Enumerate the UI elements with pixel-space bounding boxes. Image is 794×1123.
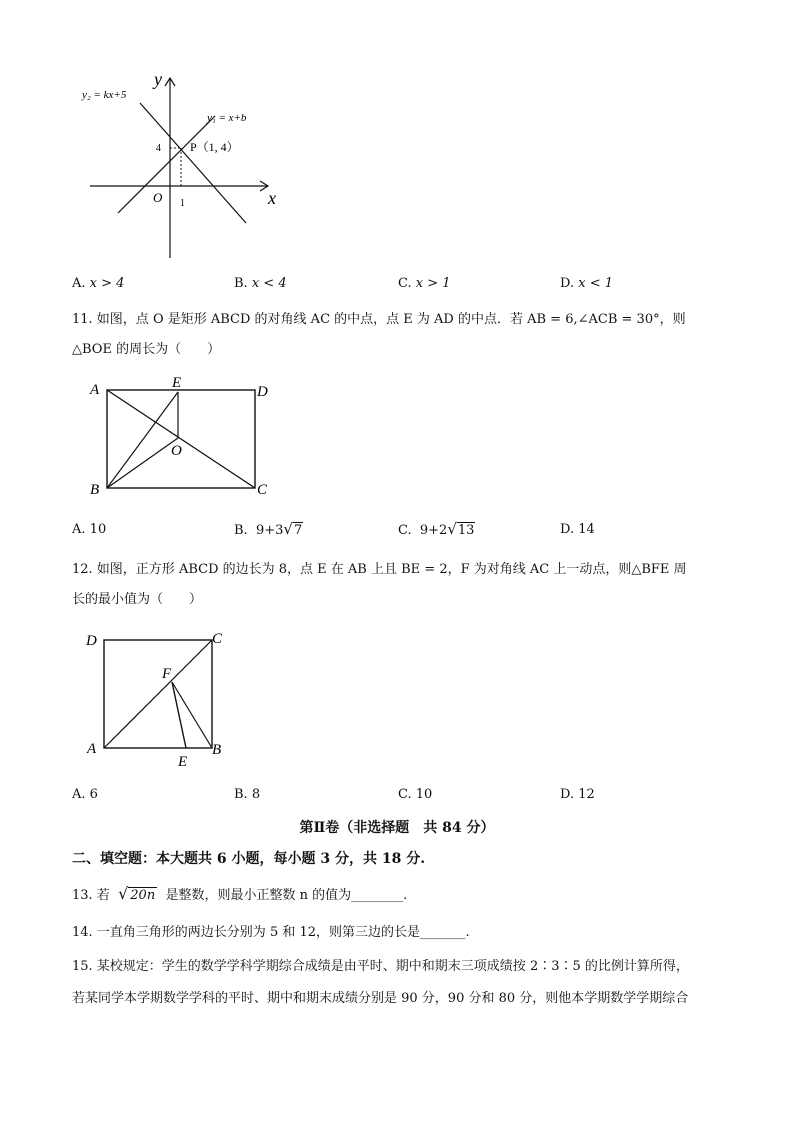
q11-label-b: B bbox=[90, 482, 100, 498]
q12-option-c: C. 10 bbox=[398, 787, 433, 802]
q11-label-a: A bbox=[90, 382, 100, 398]
q12-option-a: A. 6 bbox=[72, 787, 98, 802]
q11-label-o: O bbox=[171, 443, 182, 459]
q14-text: 14. 一直角三角形的两边长分别为 5 和 12，则第三边的长是_______. bbox=[72, 925, 470, 940]
q10-origin-label: O bbox=[153, 190, 163, 205]
q12-text-line1: 12. 如图，正方形 ABCD 的边长为 8，点 E 在 AB 上且 BE = 2，F 为对角线 AC 上一动点，则△BFE 周 bbox=[72, 562, 687, 577]
q11-label-d: D bbox=[257, 384, 268, 400]
q12-label-d: D bbox=[86, 633, 97, 649]
q12-option-b: B. 8 bbox=[234, 787, 261, 802]
q10-tick-x-label: 1 bbox=[180, 198, 185, 209]
q12-label-a: A bbox=[87, 741, 97, 757]
section2-title: 二、填空题：本大题共 6 小题，每小题 3 分，共 18 分. bbox=[72, 851, 426, 867]
q11-option-c: C. 9+2√13 bbox=[398, 520, 475, 538]
q11-segment-be bbox=[107, 392, 178, 488]
q11-text-line1: 11. 如图，点 O 是矩形 ABCD 的对角线 AC 的中点，点 E 为 AD 的中点．若 AB = 6,∠ACB = 30°，则 bbox=[72, 312, 686, 327]
q15-text-line1: 15. 某校规定：学生的数学学科学期综合成绩是由平时、期中和期末三项成绩按 2∶3∶5 的比例计算所得， bbox=[72, 959, 689, 974]
q12-segment-fe bbox=[172, 682, 186, 748]
q11-text-line2: △BOE 的周长为（ ） bbox=[72, 342, 221, 357]
q11-label-e: E bbox=[172, 375, 182, 391]
q10-line-y1 bbox=[118, 116, 215, 213]
q12-diagonal-ac bbox=[104, 640, 212, 748]
q10-figure bbox=[80, 68, 290, 263]
sqrt-sign: √ bbox=[447, 520, 457, 538]
q10-y1-label: y₁ = x+b bbox=[207, 112, 247, 124]
q10-option-b: B. x < 4 bbox=[234, 276, 287, 291]
q11-figure bbox=[85, 376, 285, 501]
q12-label-c: C bbox=[212, 631, 223, 647]
q10-x-axis-label: x bbox=[268, 188, 276, 208]
part2-title: 第Ⅱ卷（非选择题 共 84 分） bbox=[299, 820, 495, 836]
q11-option-b: B. 9+3√7 bbox=[234, 520, 303, 538]
q10-tick-y-label: 4 bbox=[156, 143, 161, 154]
q12-label-b: B bbox=[212, 742, 222, 758]
q12-segment-fb bbox=[172, 682, 212, 748]
q13-text: 13. 若 √ 20n 是整数，则最小正整数 n 的值为________. bbox=[72, 884, 408, 903]
q12-label-f: F bbox=[162, 666, 172, 682]
q12-text-line2: 长的最小值为（ ） bbox=[72, 592, 203, 607]
q10-option-a: A. x > 4 bbox=[72, 276, 125, 291]
q11-option-d: D. 14 bbox=[560, 522, 595, 537]
q11-option-a: A. 10 bbox=[72, 522, 107, 537]
q12-label-e: E bbox=[178, 754, 188, 770]
q11-diagonal-ac bbox=[107, 390, 255, 488]
q11-segment-bo bbox=[107, 438, 178, 488]
q15-text-line2: 若某同学本学期数学学科的平时、期中和期末成绩分别是 90 分，90 分和 80 分，则他本学期数学学期综合 bbox=[72, 991, 689, 1006]
q10-point-label: P（1, 4） bbox=[190, 140, 239, 154]
sqrt-sign: √ bbox=[118, 884, 129, 903]
sqrt-sign: √ bbox=[283, 520, 293, 538]
q10-option-c: C. x > 1 bbox=[398, 276, 451, 291]
q10-option-d: D. x < 1 bbox=[560, 276, 613, 291]
q10-y-axis-label: y bbox=[154, 69, 162, 89]
q12-figure bbox=[84, 626, 244, 774]
q11-label-c: C bbox=[257, 482, 268, 498]
q10-y2-label: y₂ = kx+5 bbox=[82, 89, 127, 101]
q12-option-d: D. 12 bbox=[560, 787, 595, 802]
